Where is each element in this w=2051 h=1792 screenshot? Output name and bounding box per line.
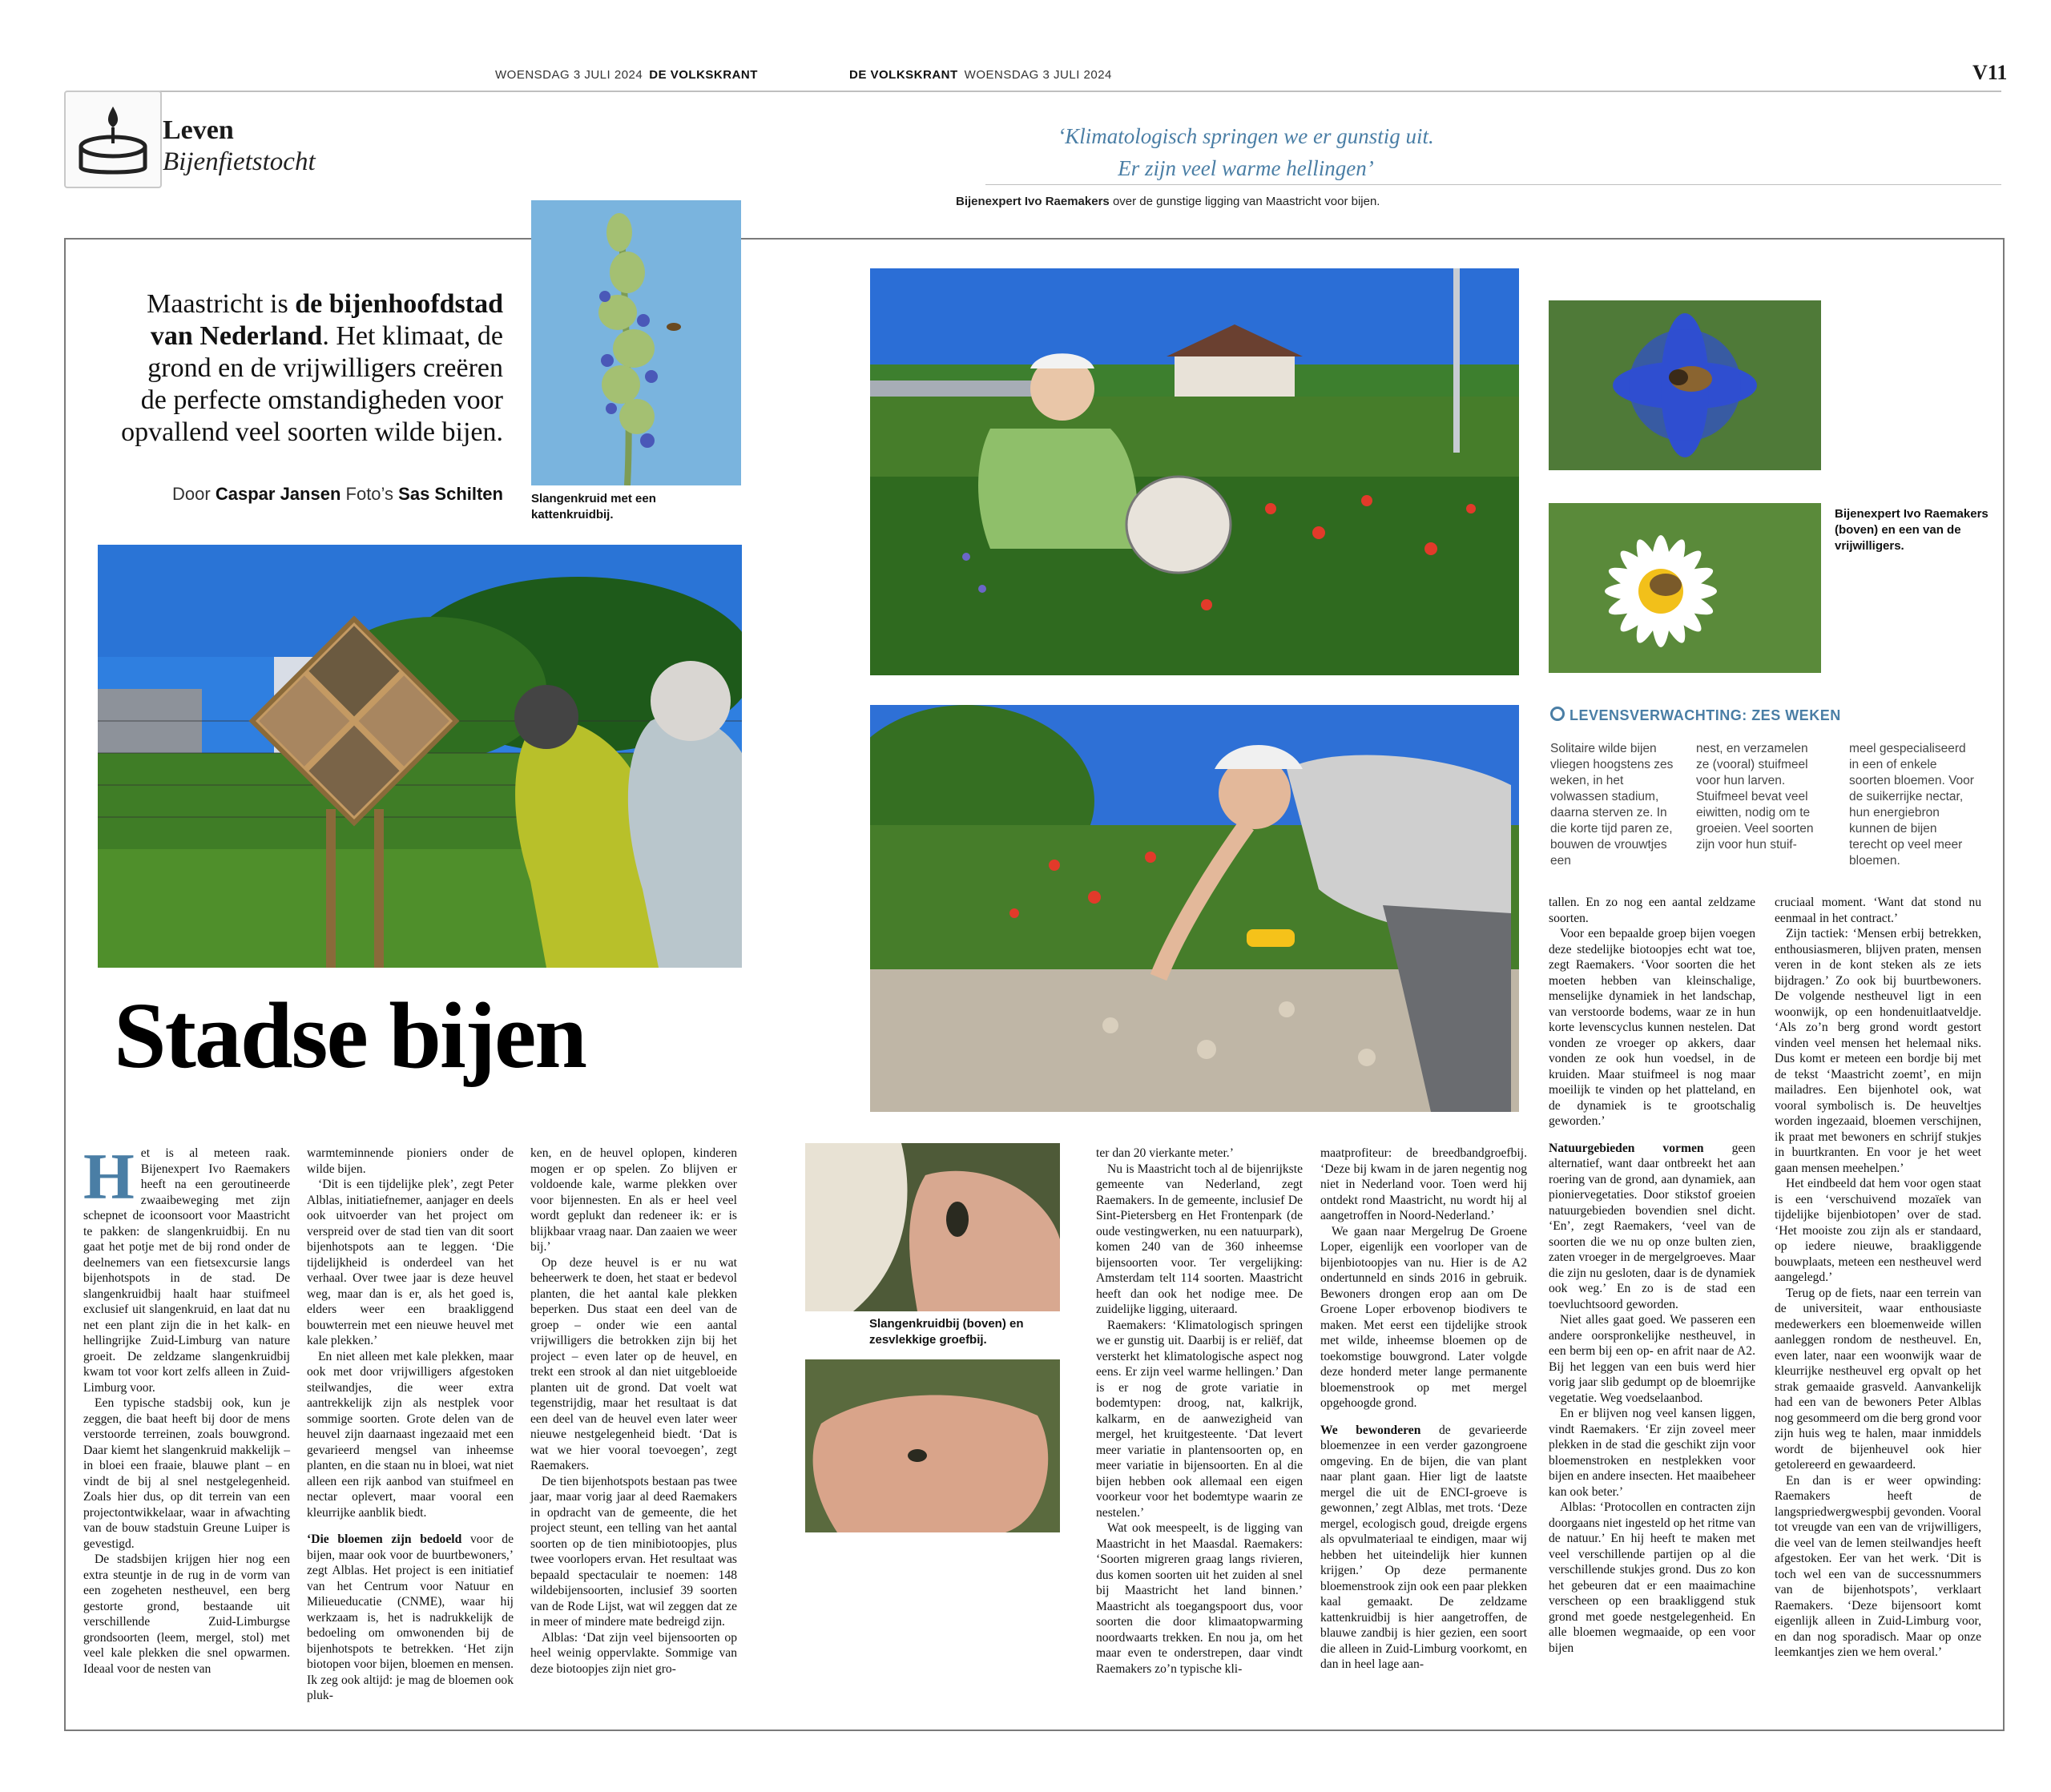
body-c5-subhead: We bewonderen	[1320, 1423, 1421, 1437]
body-c3-p1: ken, en de heuvel oplopen, kinderen mogen er op spelen. Zo blijven er voldoende kale, warme plekken over voor bijennesten. En als er heel veel wordt geplukt dan redeneer ik: er is blijkbaar vraag naar. Dan zaaien we weer bij.’	[530, 1146, 737, 1254]
body-c2-p4-text: voor de bijen, maar ook voor de buurtbewoners,’ zegt Alblas. Het project is een initiatief van het Centrum voor Natuur en Milieueducatie (CNME), waar hij werkzaam is, het is nadrukkelijk de bedoeling om omwonenden bij de bijenhotspots te betrekken. ‘Het zijn biotopen voor bijen, bloemen en mensen. Ik zeg ook altijd: je mag de bloemen ook pluk-	[307, 1532, 514, 1702]
body-c2-subhead: ‘Die bloemen zijn bedoeld	[307, 1532, 462, 1546]
body-c5-p3-text: de gevarieerde bloemenzee in een verder gazongroene omgeving. En de bijen, die van plant naar plant gaan. Hier ligt de laatste mergel die uit de ENCI-groeve is gewonnen,’ zegt Alblas, met trots. ‘Deze mergel, ecologisch goud, dreigde ergens als opvulmateriaal te eindigen, maar wij hebben het uiteindelijk hier kunnen krijgen.’ Op deze permanente bloemenstrook zijn ook een paar plekken kaal gemaakt. De zeldzame kattenkruidbij is hier aangetroffen, de blauwe zandbij is hier gezien, een soort die alleen in Zuid-Limburg voorkomt, en dan in heel lage aan-	[1320, 1423, 1527, 1671]
body-c4-p3: Raemakers: ‘Klimatologisch springen we er gunstig uit. Daarbij is er reliëf, dat versterkt het klimatologische aspect nog eens. Er zijn veel warme hellingen.’ Dan is er nog de grote variatie in bodemtypen: droog, nat, kalkrijk, kalkarm, en de aanwezigheid van mergel, het kruitgesteente. ‘Dat levert meer variatie in plantensoorten op, en meer variatie in bijensoorten. En al die bijen hebben ook allemaal een eigen voorkeur voor het bodemtype waarin ze nestelen.’	[1096, 1318, 1303, 1520]
body-c3-p4: Alblas: ‘Dat zijn veel bijensoorten op heel weinig oppervlakte. Sommige van deze biotoopjes zijn niet gro-	[530, 1630, 737, 1676]
body-c6-p2: Voor een bepaalde groep bijen voegen deze stedelijke biotoopjes echt wat toe, zegt Raemakers. ‘Voor soorten die het moeten hebben van kleinschalige, menselijke dynamiek in het landschap, van verstoorde bodems, waar ze in hun korte levenscyclus kunnen nestelen. Dat vonden ze vroeger op akkers, daar vonden ze ook hun voedsel, in de kruiden. Maar stuifmeel is nog maar moeilijk te vinden op het platteland, en de dynamiek is te grootschalig geworden.’	[1549, 927, 1755, 1128]
byline-label: Door	[172, 484, 211, 504]
pullquote-credit-name: Bijenexpert Ivo Raemakers	[956, 195, 1110, 208]
lifebox-heading-text: LEVENSVERWACHTING: ZES WEKEN	[1569, 707, 1841, 723]
header-left-paper: DE VOLKSKRANT	[649, 68, 758, 82]
photo-hand-bee-2	[805, 1359, 1060, 1532]
intro-bold: de bijenhoofdstad van Nederland	[150, 289, 503, 351]
header-right-date: WOENSDAG 3 JULI 2024	[964, 68, 1112, 82]
body-col-1	[83, 1140, 290, 1677]
body-col-7	[1775, 895, 1981, 1661]
header-right	[849, 68, 1112, 82]
body-c5-p2: We gaan naar Mergelrug De Groene Loper, eigenlijk een voorloper van de bijenbiotoopjes van nu. Hier is de A2 ondertunneld en sinds 2016 in gebruik. Bewoners drongen erop aan om De Groene Loper erbovenop biodivers te maken. Met eerst een tijdelijke strook met wilde, inheemse bloemen op de toekomstige bouwgrond. Later volgde deze honderd meter lange permanente bloemenstrook op met mergel opgehoogde grond.	[1320, 1224, 1527, 1410]
body-c7-p1: cruciaal moment. ‘Want dat stond nu eenmaal in het contract.’	[1775, 896, 1981, 925]
intro-text	[120, 288, 503, 449]
body-c4-p2: Nu is Maastricht toch al de bijenrijkste gemeente van Nederland, zegt Raemakers. In de gemeente, inclusief De Sint-Pietersberg en Het Frontenpark (de oude vestingwerken, nu een natuurpark), komen 240 van de 360 inheemse bijensoorten voor. Ter vergelijking: Amsterdam telt 114 soorten. Maastricht heeft dan ook het nodige mee. De zuidelijke ligging, uiteraard.	[1096, 1162, 1303, 1316]
body-c6-p3	[1549, 1141, 1755, 1313]
caption-hands: Slangenkruidbij (boven) en zesvlekkige groefbij.	[869, 1317, 1024, 1347]
circle-bullet-icon	[1550, 707, 1565, 721]
byline-photographer: Sas Schilten	[398, 484, 503, 504]
body-col-6	[1549, 895, 1755, 1656]
lifebox-col-3: meel gespecialiseerd in een of enkele soorten bloemen. Voor de suikerrijke nectar, hun energiebron kunnen de bijen terecht op veel meer bloemen.	[1849, 742, 1974, 868]
pullquote-credit	[956, 195, 1380, 208]
pullquote-line-1: ‘Klimatologisch springen we er gunstig uit.	[1058, 124, 1434, 148]
page-number: V11	[1972, 61, 2008, 84]
lifebox-heading	[1550, 707, 1841, 724]
pullquote	[929, 120, 1562, 184]
header-right-paper: DE VOLKSKRANT	[849, 68, 958, 82]
body-c7-p4: Terug op de fiets, naar een terrein van de universiteit, waar enthousiaste medewerkers een bloemenweide willen aanleggen rondom de nestheuvel. En, even later, naar een woonwijk waar de kleurrijke nestheuvel erg opvalt op het strak gemaaide grasveld. Aanvankelijk had een van de bewoners Peter Alblas nog gesommeerd om die berg grond voor zijn huis weg te halen, maar inmiddels wordt de bijenheuvel ook hier getolereerd en gewaardeerd.	[1775, 1286, 1981, 1472]
photo-cornflower-bee	[1549, 300, 1821, 470]
body-c6-p1: tallen. En zo nog een aantal zeldzame soorten.	[1549, 896, 1755, 925]
body-col-3	[530, 1146, 737, 1677]
header-left-date: WOENSDAG 3 JULI 2024	[495, 68, 643, 82]
byline-author: Caspar Jansen	[215, 484, 341, 504]
byline-photo-label: Foto’s	[345, 484, 394, 504]
body-c5-p1: maatprofiteur: de breedbandgroefbij. ‘Deze bij kwam in de jaren negentig nog niet in Nederland voor. Toen werd hij ontdekt rond Maastricht, nu wordt hij al aangetroffen in Noord-Nederland.’	[1320, 1146, 1527, 1222]
body-c4-p1: ter dan 20 vierkante meter.’	[1096, 1146, 1234, 1160]
photo-daisy-bee	[1549, 503, 1821, 673]
body-col-4	[1096, 1146, 1303, 1677]
dropcap: H	[83, 1140, 135, 1213]
pullquote-line-2: Er zijn veel warme hellingen’	[1118, 156, 1374, 180]
caption-volunteers: Bijenexpert Ivo Raemakers (boven) en een van de vrijwilligers.	[1835, 507, 1989, 553]
headline: Stadse bijen	[114, 983, 586, 1088]
photo-raemakers-net	[870, 268, 1519, 675]
body-c6-p6: Alblas: ‘Protocollen en contracten zijn doorgaans niet ingesteld op het ritme van de natuur.’ En hij heeft te maken met veel verschillende partijen op al die verschillende stukjes grond. Dus zo kon het gebeuren dat er een maaimachine verscheen op een braakliggend stuk grond met goede nestgelegenheid. En alle bloemen wegmaaide, op een voor bijen	[1549, 1500, 1755, 1655]
photo-volunteer	[870, 705, 1519, 1112]
lifebox-col-2: nest, en verzamelen ze (vooral) stuifmeel voor hun larven. Stuifmeel bevat veel eiwitten, nodig om te groeien. Veel soorten zijn voor hun stuif-	[1696, 742, 1814, 852]
candle-icon	[66, 92, 160, 187]
body-c6-p3-text: geen alternatief, want daar ontbreekt het aan roering van de grond, aan dynamiek, aan pioniervegetaties. Door stikstof groeien natuurgebieden bovendien snel dicht. ‘En’, zegt Raemakers, ‘veel van de soorten die we nu op onze bulten zien, zaten vroeger in de mergelgroeves. Maar die zijn nu gesloten, daar is de dynamiek ook weg.’ En zo is de stad een toevluchtsoord geworden.	[1549, 1141, 1755, 1311]
body-c6-p4: Niet alles gaat goed. We passeren een andere oorspronkelijke nestheuvel, in een berm bij een op- en afrit naar de A2. Bij het leggen van een buis werd hier vorig jaar slib gedumpt op de bloemrijke vegetatie. Weg voedselaanbod.	[1549, 1313, 1755, 1405]
pullquote-credit-rest: over de gunstige ligging van Maastricht voor bijen.	[1112, 195, 1380, 208]
header-left	[495, 68, 758, 82]
body-c2-p3: En niet alleen met kale plekken, maar ook met door vrijwilligers afgestoken steilwandjes, die weer extra aantrekkelijk zijn als nestplek voor sommige soorten. Grote delen van de heuvel zijn daarnaast ingezaaid met een gevarieerd mengsel van inheemse planten, en die staan nu in bloei, wat niet alleen een rijk aanbod van stuifmeel en nectar oplevert, maar vooral een kleurrijke aanblik biedt.	[307, 1349, 514, 1520]
body-c3-p3: De tien bijenhotspots bestaan pas twee jaar, maar vorig jaar al deed Raemakers in opdracht van de gemeente, die het project steunt, een telling van het aantal soorten op de tien minibiotoopjes, plus twee voorlopers ervan. Het resultaat was bepaald spectaculair te noemen: 148 wildebijensoorten, inclusief 39 soorten van de Rode Lijst, wat wil zeggen dat ze in meer of mindere mate bedreigd zijn.	[530, 1474, 737, 1629]
body-c1-p1: et is al meteen raak. Bijenexpert Ivo Raemakers heeft na een geroutineerde zwaaibeweging met zijn schepnet de icoonsoort voor Maastricht te pakken: de slangenkruidbij. En nu gaat het potje met de bij rond onder de deelnemers van een fietsexcursie langs bijenhotspots in de stad. De slangenkruidbij haalt haar stuifmeel exclusief uit slangenkruid, en laat dat nu net een plant zijn die in het kalk- en hellingrijke Zuid-Limburg van nature groeit. De zeldzame slangenkruidbij kwam tot voor kort zelfs alleen in Zuid-Limburg voor.	[83, 1146, 290, 1395]
body-col-2	[307, 1146, 514, 1704]
body-c6-p5: En er blijven nog veel kansen liggen, vindt Raemakers. ‘Er zijn zoveel meer plekken in de stad die geschikt zijn voor bloemenstroken en nestplekken voor bijen en andere insecten. Het maaibeheer kan ook beter.’	[1549, 1407, 1755, 1499]
lifebox-col-1: Solitaire wilde bijen vliegen hoogstens zes weken, in het volwassen stadium, daarna sterven ze. In die korte tijd paren ze, bouwen de vrouwtjes een	[1550, 742, 1674, 868]
body-c5-p3	[1320, 1423, 1527, 1673]
body-c1-p3: De stadsbijen krijgen hier nog een extra steuntje in de rug in de vorm van een zogeheten nestheuvel, een berg gestorte grond, bestaande uit verschillende Zuid-Limburgse grondsoorten (leem, mergel, stol) met veel kale plekken die snel opwarmen. Ideaal voor de nesten van	[83, 1552, 290, 1676]
photo-slangenkruid	[531, 200, 741, 485]
body-c3-p2: Op deze heuvel is er nu wat beheerwerk te doen, het staat er bedevol planten, die het aantal kale plekken beperken. Dus staat een deel van de groep – onder wie een aantal vrijwilligers die betrokken zijn bij het project – even later op de heuvel, en trekt een strook al dan niet uitgebloeide planten uit de grond. Dat voelt wat tegenstrijdig, maar het resultaat is dat een deel van de heuvel even later weer nieuwe nestgelegenheid biedt. ‘Dat is wat we hier vooral toevoegen’, zegt Raemakers.	[530, 1255, 737, 1472]
body-c1-p2: Een typische stadsbij ook, kun je zeggen, die baat heeft bij door de mens verstoorde terreinen, zoals bouwgrond. Daar kiemt het slangenkruid makkelijk – in bloei een fraaie, blauwe plant – en vindt de bij al snel nestgelegenheid. Zoals hier dus, op dit terrein van een projectontwikkelaar, waar in afwachting van de bouw stadstuin Greune Luiper is gevestigd.	[83, 1396, 290, 1551]
body-c7-p5: En dan is er weer opwinding: Raemakers heeft de langspriedwergwespbij gevonden. Vooral tot vreugde van een van de vrijwilligers, die veel van de lemen steilwandjes heeft afgestoken. Eer van het werk. ‘Dit is toch wel een van de successnummers van de bijenhotspots’, verklaart Raemakers. ‘Deze bijensoort komt eigenlijk alleen in Zuid-Limburg voor, en dan nog sporadisch. Maar op onze leemkantjes zien we hem overal.’	[1775, 1473, 1981, 1659]
byline	[120, 484, 503, 505]
body-c2-p4	[307, 1532, 514, 1704]
body-c2-p1: warmteminnende pioniers onder de wilde bijen.	[307, 1146, 514, 1176]
body-col-5	[1320, 1146, 1527, 1673]
section-icon-box	[64, 91, 162, 188]
photo-hand-bee-1	[805, 1143, 1060, 1311]
top-rule	[159, 91, 2001, 92]
body-c6-subhead: Natuurgebieden vormen	[1549, 1141, 1704, 1155]
section-title: Leven	[163, 115, 234, 145]
intro-part-2: . Het klimaat, de grond en de vrijwilligers creëren de perfecte omstandigheden voor opvallend veel soorten wilde bijen.	[121, 321, 503, 447]
intro-part-1: Maastricht is	[147, 289, 288, 319]
body-c4-p4: Wat ook meespeelt, is de ligging van Maastricht in het Maasdal. Raemakers: ‘Soorten migreren graag langs rivieren, dus komen soorten uit het zuiden al snel bij Maastricht het land binnen.’ Maastricht als toegangspoort dus, voor soorten die door klimaatopwarming noordwaarts trekken. En nou ja, om het maar even te onderstrepen, daar vindt Raemakers zo’n typische kli-	[1096, 1521, 1303, 1676]
photo-insect-hotel	[98, 545, 742, 968]
body-c7-p2: Zijn tactiek: ‘Mensen erbij betrekken, enthousiasmeren, blijven praten, mensen veren in de kont steken als ze iets bijdragen.’ Zo ook bij buurtbewoners. De volgende nestheuvel ligt in een woonwijk, op een hondenuitlaatveldje. ‘Als zo’n berg grond wordt gestort vinden veel mensen het helemaal niks. Dus komt er meteen een bordje bij met de tekst ‘Maastricht zoemt’, en mijn mailadres. Een bijenhotel ook, wat vooral symbolisch is. De heuveltjes worden ingezaaid, bloemen verschijnen, ik praat met bewoners en schrijf stukjes in buurtkranten. En voor je het weet gaan mensen meehelpen.’	[1775, 927, 1981, 1175]
body-c2-p2: ‘Dit is een tijdelijke plek’, zegt Peter Alblas, initiatiefnemer, aanjager en deels ook uitvoerder van het project om verspreid over de stad tien van dit soort bijenhotspots aan te leggen. ‘Die tijdelijkheid is onderdeel van het verhaal. Over twee jaar is deze heuvel weg, maar dan is er, als het goed is, elders weer een braakliggend bouwterrein met een nieuwe heuvel met kale plekken.’	[307, 1178, 514, 1347]
caption-plant: Slangenkruid met een kattenkruidbij.	[531, 492, 656, 521]
section-subtitle: Bijenfietstocht	[163, 147, 316, 176]
body-c7-p3: Het eindbeeld dat hem voor ogen staat is een ‘verschuivend mozaïek van tijdelijke bijenbiotopen’ over de stad. ‘Het mooiste zou zijn als er standaard, op iedere nieuwe, braakliggende bouwplaats, meteen een nestheuvel werd aangelegd.’	[1775, 1177, 1981, 1284]
pull-rule	[985, 184, 2001, 185]
